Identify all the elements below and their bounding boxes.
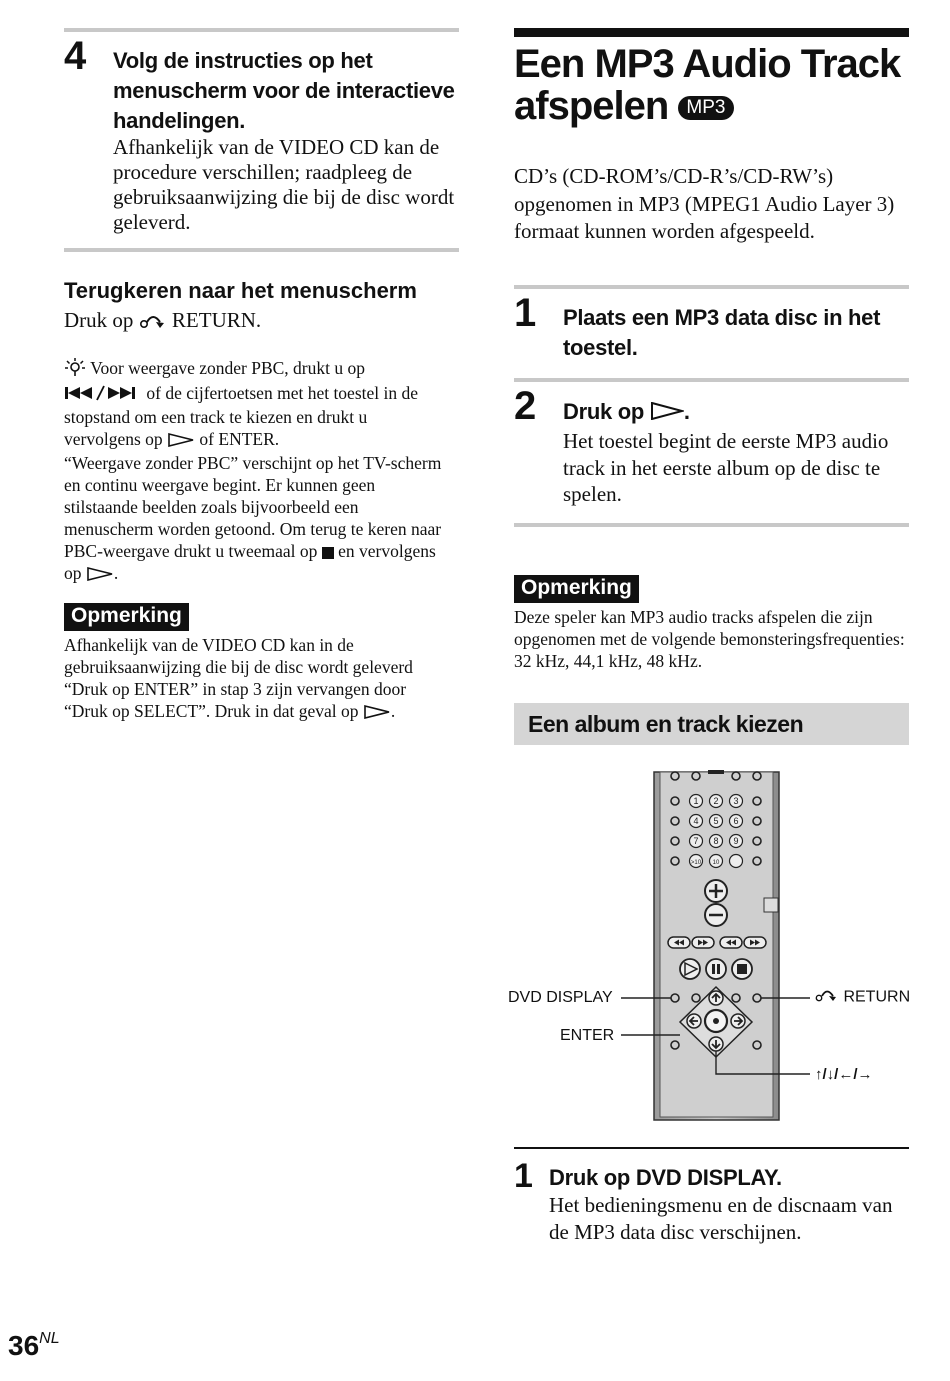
- remote-digit: 8: [713, 836, 719, 846]
- step-1b-body: Het bedieningsmenu en de discnaam van de MP3 data disc verschijnen.: [549, 1193, 893, 1244]
- stop-icon: [322, 547, 334, 559]
- return-text-before: Druk op: [64, 308, 134, 332]
- return-instruction: [64, 308, 261, 335]
- mp3-badge: MP3: [678, 96, 733, 120]
- remote-digit: 9: [733, 836, 739, 846]
- prev-next-icon: [64, 384, 142, 406]
- remote-digit: 10: [712, 860, 720, 866]
- top-left-rule: [64, 28, 459, 32]
- step-4-body: Afhankelijk van de VIDEO CD kan de procedure verschillen; raadpleeg de gebruiksaanwijzing die bij de disc wordt geleverd.: [113, 135, 455, 234]
- remote-digit: 5: [713, 816, 719, 826]
- intro-text: CD’s (CD-ROM’s/CD-R’s/CD-RW’s) opgenomen in MP3 (MPEG1 Audio Layer 3) formaat kunnen worden afgespeeld.: [514, 164, 895, 243]
- tip-bulb-icon: [64, 357, 86, 382]
- section-title-line-2: afspelen MP3: [514, 84, 734, 128]
- return-icon: [815, 988, 839, 1007]
- step-4-title: Volg de instructies op het menuscherm voor de interactieve handelingen.: [113, 48, 455, 133]
- remote-digit: 3: [733, 796, 739, 806]
- remote-digit: 1: [693, 796, 699, 806]
- play-icon: [650, 398, 684, 428]
- callout-dvd-display: DVD DISPLAY: [508, 989, 613, 1006]
- section-title-line-1: Een MP3 Audio Track: [514, 42, 901, 86]
- remote-digit: >10: [690, 860, 702, 866]
- callout-return: RETURN: [815, 988, 910, 1007]
- step-1b-number: 1: [514, 1157, 533, 1195]
- step-1b-top-rule: [514, 1147, 909, 1149]
- tip-line-2: of de cijfertoetsen met het toestel in de: [64, 382, 464, 406]
- tip-line-3: stopstand om een track te kiezen en drukt u: [64, 407, 368, 428]
- step-4-number: 4: [64, 34, 87, 78]
- step-2-title: Druk op .: [563, 397, 690, 428]
- step-1b-title: Druk op DVD DISPLAY.: [549, 1165, 782, 1190]
- tip-line-1: Voor weergave zonder PBC, drukt u op: [64, 357, 464, 382]
- remote-digit: 2: [713, 796, 719, 806]
- return-heading: Terugkeren naar het menuscherm: [64, 278, 417, 303]
- return-icon: [139, 310, 167, 335]
- tip-line-5: “Weergave zonder PBC” verschijnt op het TV-scherm: [64, 453, 442, 474]
- section-heading-bar: [514, 703, 909, 745]
- section-heading: Een album en track kiezen: [528, 711, 804, 737]
- step-2-top-rule: [514, 378, 909, 382]
- step-1-top-rule: [514, 285, 909, 289]
- right-note-text: Deze speler kan MP3 audio tracks afspelen die zijn opgenomen met de volgende bemonsteringsfrequenties: 32 kHz, 44,1 kHz, 48 kHz.: [514, 607, 905, 671]
- left-note-text: Afhankelijk van de VIDEO CD kan in de gebruiksaanwijzing die bij de disc wordt geleverd “Druk op ENTER” in stap 3 zijn vervangen door “Druk op SELECT”. Druk in dat geval op .: [64, 634, 464, 724]
- tip-line-9: PBC-weergave drukt u tweemaal op en vervolgens: [64, 541, 436, 562]
- step-2-bottom-rule: [514, 523, 909, 527]
- left-note-label: Opmerking: [64, 603, 189, 631]
- play-icon: [86, 564, 114, 586]
- tip-line-6: en continu weergave begint. Er kunnen geen: [64, 475, 376, 496]
- remote-digit: 7: [693, 836, 699, 846]
- callout-arrows: ↑/↓/←/→: [815, 1066, 873, 1083]
- page-number: $36^{NL}$: [8, 1330, 60, 1361]
- tip-line-7: stilstaande beelden zoals bijvoorbeeld een: [64, 497, 359, 518]
- tip-line-8: menuscherm worden getoond. Om terug te keren naar: [64, 519, 442, 540]
- step-4-bottom-rule: [64, 248, 459, 252]
- remote-digit: 6: [733, 816, 739, 826]
- page-locale: NL: [39, 1330, 60, 1347]
- return-text-after: RETURN.: [171, 308, 262, 332]
- callout-enter: ENTER: [560, 1027, 615, 1044]
- step-1-number: 1: [514, 291, 537, 335]
- step-1-title: Plaats een MP3 data disc in het toestel.: [563, 305, 881, 360]
- step-2-body: Het toestel begint de eerste MP3 audio track in het eerste album op de disc te spelen.: [563, 429, 889, 506]
- right-note-label: Opmerking: [514, 575, 639, 603]
- step-2-number: 2: [514, 384, 537, 428]
- remote-digit: 4: [693, 816, 699, 826]
- tip-block: [64, 357, 464, 586]
- title-top-rule: [514, 28, 909, 37]
- tip-line-4: vervolgens op of ENTER.: [64, 428, 464, 452]
- play-icon: [167, 430, 195, 452]
- play-icon: [363, 702, 391, 724]
- tip-line-10: op .: [64, 562, 464, 586]
